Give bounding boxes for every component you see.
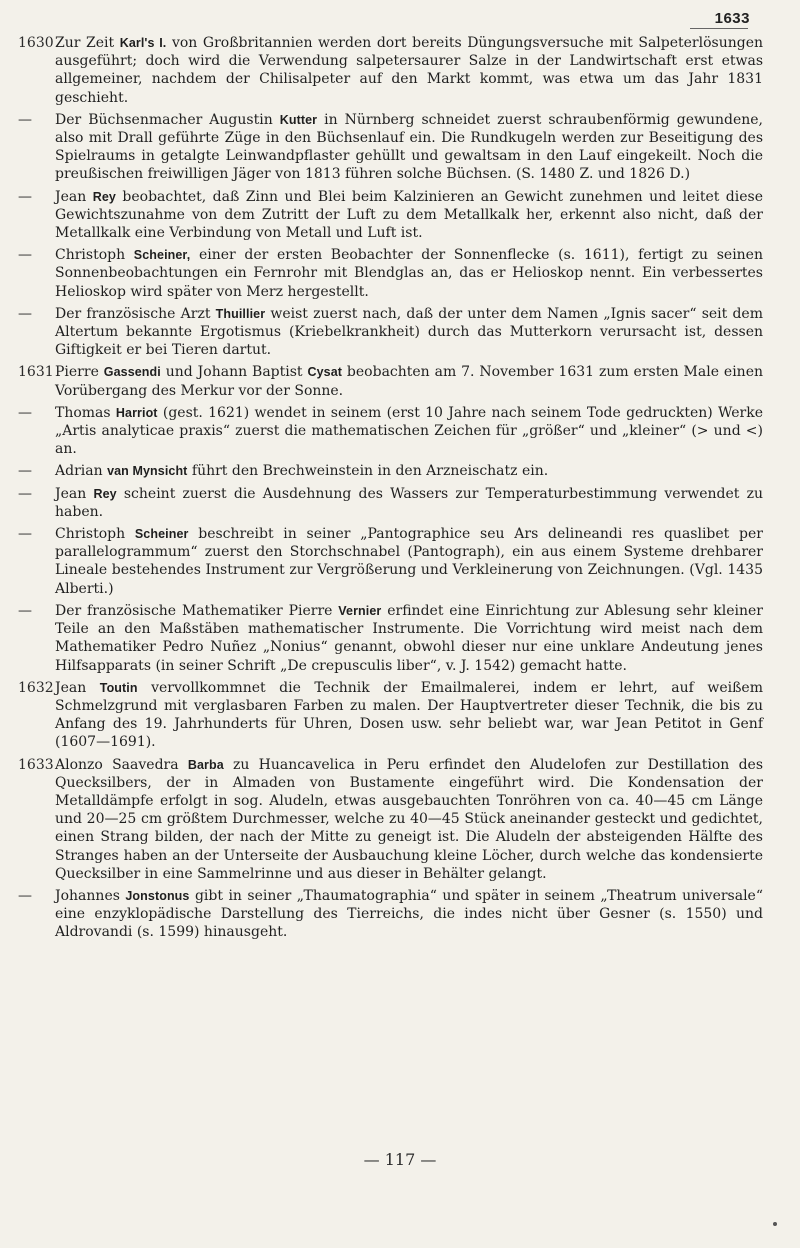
entry-text-pre: Pierre <box>55 364 104 381</box>
person-name: Thuillier <box>215 306 266 321</box>
person-name: Vernier <box>338 603 382 618</box>
entry-text <box>55 246 763 301</box>
page-number-footer: — 117 — <box>363 1150 437 1169</box>
entry-text <box>55 485 763 521</box>
entry-text-pre: Christoph <box>55 526 135 543</box>
entry-text-pre: Jean <box>55 679 100 696</box>
entry-text-post: erfindet eine Einrichtung zur Ablesung sehr kleiner Teile an den Maßstäben mathematischer Instrumente. Die Vorrichtung wird meist nach dem Mathematiker Pedro Nuñez „Nonius“ genannt, obwohl dieser nur eine unklare Andeutung jenes Hilfsapparats (in seiner Schrift „De crepusculis liber“, v. J. 1542) gemacht hatte. <box>55 602 763 674</box>
entry <box>18 887 763 942</box>
page-number-header: 1633 <box>714 10 750 27</box>
person-name: Jonstonus <box>125 888 190 903</box>
entry-text <box>55 887 763 942</box>
entry-text <box>55 525 763 598</box>
entry-text <box>55 188 763 243</box>
entry-year: — <box>18 526 32 543</box>
entry <box>18 602 763 675</box>
entry-text-post: beobachten am 7. November 1631 zum ersten Male einen Vorübergang des Merkur vor der Sonne. <box>55 364 763 399</box>
entry-text-post: vervollkommnet die Technik der Emailmalerei, indem er lehrt, auf weißem Schmelzgrund mit verglasbaren Farben zu malen. Der Hauptvertreter dieser Technik, die bis zu Anfang des 19. Jahrhunderts für Uhren, Dosen usw. sehr beliebt war, war Jean Petitot in Genf (1607—1691). <box>55 679 763 751</box>
entry-year: — <box>18 887 32 904</box>
entry <box>18 305 763 360</box>
entry-text <box>55 602 763 675</box>
entry-text-post: scheint zuerst die Ausdehnung des Wassers zur Temperaturbestimmung verwendet zu haben. <box>55 485 763 520</box>
entry-year: 1630 <box>18 35 54 51</box>
person-name: Cysat <box>307 365 343 380</box>
entry-year: — <box>18 247 32 264</box>
person-name: Karl's I. <box>119 36 167 50</box>
entry-text-pre: Adrian <box>55 463 108 480</box>
entry-text-post: in Nürnberg schneidet zuerst schraubenförmig gewundene, also mit Drall geführte Züge in den Büchsenlauf ein. Die Rundkugeln werden zur Beseitigung des Spielraums in getalgte Leinwandpflaster gehüllt und gewaltsam in den Lauf eingekeilt. Noch die preußischen freiwilligen Jäger von 1813 führen solche Büchsen. (S. 1480 Z. und 1826 D.) <box>55 111 763 183</box>
chronology-entries <box>18 34 763 946</box>
entry-year: — <box>18 111 32 128</box>
person-name: Scheiner, <box>133 248 191 263</box>
entry-text-post: (gest. 1621) wendet in seinem (erst 10 Jahre nach seinem Tode gedruckten) Werke „Artis analyticae praxis“ zuerst die mathematischen Zeichen für „größer“ und „kleiner“ (> und <) an. <box>55 404 763 458</box>
entry-year: 1631 <box>18 364 54 381</box>
entry-text-pre: Der französische Mathematiker Pierre <box>55 602 339 619</box>
entry <box>18 188 763 243</box>
entry-year: — <box>18 602 32 619</box>
person-name: Rey <box>93 486 117 501</box>
header-rule <box>690 28 748 29</box>
entry-text-pre: Zur Zeit <box>55 35 120 51</box>
entry-text-post: gibt in seiner „Thaumatographia“ und später in seinem „Theatrum universale“ eine enzyklopädische Darstellung des Tierreichs, die indes nicht über Gesner (s. 1550) und Aldrovandi (s. 1599) hinausgeht. <box>55 887 763 941</box>
entry <box>18 485 763 521</box>
entry-text-post: zu Huancavelica in Peru erfindet den Aludelofen zur Destillation des Quecksilbers, der in Almaden von Bustamente eingeführt wird. Die Kondensation der Metalldämpfe erfolgt in sog. Aludeln, etwas ausgebauchten Tonröhren von ca. 40—45 cm Länge und 20—25 cm größtem Durchmesser, welche zu 40—45 Stück aneinander gesteckt und gedichtet, einen Strang bilden, der nach der Mitte zu geneigt ist. Die Aludeln der absteigenden Hälfte des Stranges haben an der Unterseite der Ausbauchung kleine Löcher, durch welche das kondensierte Quecksilber in eine Sammelrinne und aus dieser in Behälter gelangt. <box>55 756 764 882</box>
entry <box>18 462 763 480</box>
entry-text <box>55 462 763 480</box>
entry-year: 1632 <box>18 679 54 696</box>
entry-text-pre: Jean <box>55 188 93 205</box>
entry <box>18 756 763 883</box>
entry-text <box>55 305 763 360</box>
entry-text <box>55 34 763 107</box>
entry-year: — <box>18 485 32 502</box>
entry-text-pre: Jean <box>55 485 94 502</box>
entry-text-pre: Thomas <box>55 404 116 421</box>
entry-text-post: einer der ersten Beobachter der Sonnenflecke (s. 1611), fertigt zu seinen Sonnenbeobachtungen ein Fernrohr mit Blendglas an, das er Helioskop nennt. Ein verbessertes Helioskop wird später von Merz hergestellt. <box>55 247 763 300</box>
entry <box>18 34 763 107</box>
entry-text <box>55 679 763 752</box>
person-name: Harriot <box>115 405 158 420</box>
entry-year: — <box>18 188 32 205</box>
entry <box>18 111 763 184</box>
entry-text <box>55 111 763 184</box>
person-name: van Mynsicht <box>107 464 188 479</box>
entry-text-post: führt den Brechweinstein in den Arzneischatz ein. <box>187 463 549 480</box>
entry <box>18 404 763 459</box>
person-name: Kutter <box>279 112 318 127</box>
entry-text-post: von Großbritannien werden dort bereits Düngungsversuche mit Salpeterlösungen ausgeführt; doch wird die Verwendung salpetersaurer Salze in der Landwirtschaft erst etwas allgemeiner, nachdem der Chilisalpeter auf den Markt kommt, was etwa um das Jahr 1831 geschieht. <box>55 35 764 106</box>
entry <box>18 525 763 598</box>
entry-year: — <box>18 404 32 421</box>
person-name: Rey <box>92 189 116 204</box>
entry-year: — <box>18 463 32 480</box>
person-name: Barba <box>187 757 224 772</box>
entry-text-mid: und Johann Baptist <box>160 364 308 381</box>
entry-text-pre: Der französische Arzt <box>55 305 216 322</box>
entry-text-post: beobachtet, daß Zinn und Blei beim Kalzinieren an Gewicht zunehmen und leitet diese Gewichtszunahme von dem Zutritt der Luft zu dem Metallkalk her, erkennt also nicht, daß der Metallkalk eine Verbindung von Metall und Luft ist. <box>55 188 763 242</box>
entry-text <box>55 404 763 459</box>
entry-text-pre: Der Büchsenmacher Augustin <box>55 111 280 128</box>
entry-year: — <box>18 305 32 322</box>
entry-text-pre: Alonzo Saavedra <box>55 756 188 773</box>
person-name: Scheiner <box>134 527 189 542</box>
entry-year: 1633 <box>18 756 54 773</box>
person-name: Toutin <box>99 680 138 695</box>
entry-text-post: beschreibt in seiner „Pantographice seu Ars delineandi res quaslibet per parallelogrammum“ zuerst den Storchschnabel (Pantograph), ein aus einem Systeme drehbarer Lineale bestehendes Instrument zur Vergrößerung und Verkleinerung von Zeichnungen. (Vgl. 1435 Alberti.) <box>55 526 763 597</box>
entry-text-post: weist zuerst nach, daß der unter dem Namen „Ignis sacer“ seit dem Altertum bekannte Ergotismus (Kriebelkrankheit) durch das Mutterkorn verursacht ist, dessen Giftigkeit er bei Tieren dartut. <box>55 305 763 359</box>
ink-speck <box>773 1222 777 1226</box>
entry-text <box>55 756 763 883</box>
entry-text-pre: Johannes <box>55 887 126 904</box>
entry-text-pre: Christoph <box>55 247 134 264</box>
entry-text <box>55 363 763 399</box>
entry <box>18 363 763 399</box>
person-name: Gassendi <box>103 365 161 380</box>
entry <box>18 679 763 752</box>
entry <box>18 246 763 301</box>
